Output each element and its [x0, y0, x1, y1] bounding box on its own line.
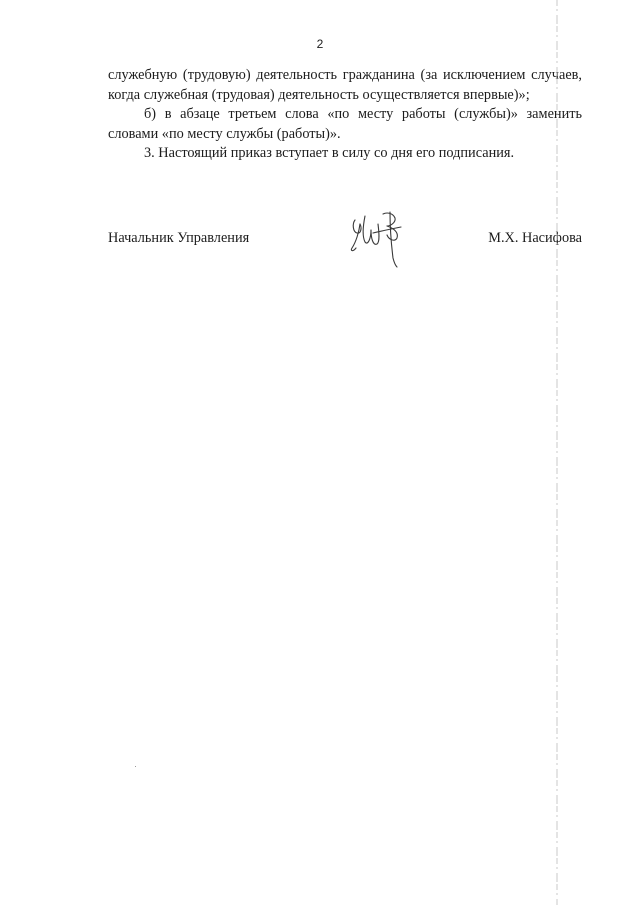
signatory-position: Начальник Управления	[108, 230, 250, 246]
signatory-name: М.Х. Насифова	[488, 230, 582, 246]
handwritten-signature	[343, 202, 413, 268]
scan-edge-line	[555, 0, 559, 905]
paragraph-subitem-b: б) в абзаце третьем слова «по месту работы (службы)» заменить словами «по месту службы (работы)».	[108, 106, 582, 142]
paragraph-item-3: 3. Настоящий приказ вступает в силу со дня его подписания.	[144, 145, 515, 161]
paragraph-continuation: служебную (трудовую) деятельность гражданина (за исключением случаев, когда служебная (трудовая) деятельность осуществляется впервые)»;	[108, 67, 582, 103]
page-number: 2	[316, 37, 324, 51]
scan-speck	[135, 766, 136, 767]
document-body	[108, 66, 582, 164]
